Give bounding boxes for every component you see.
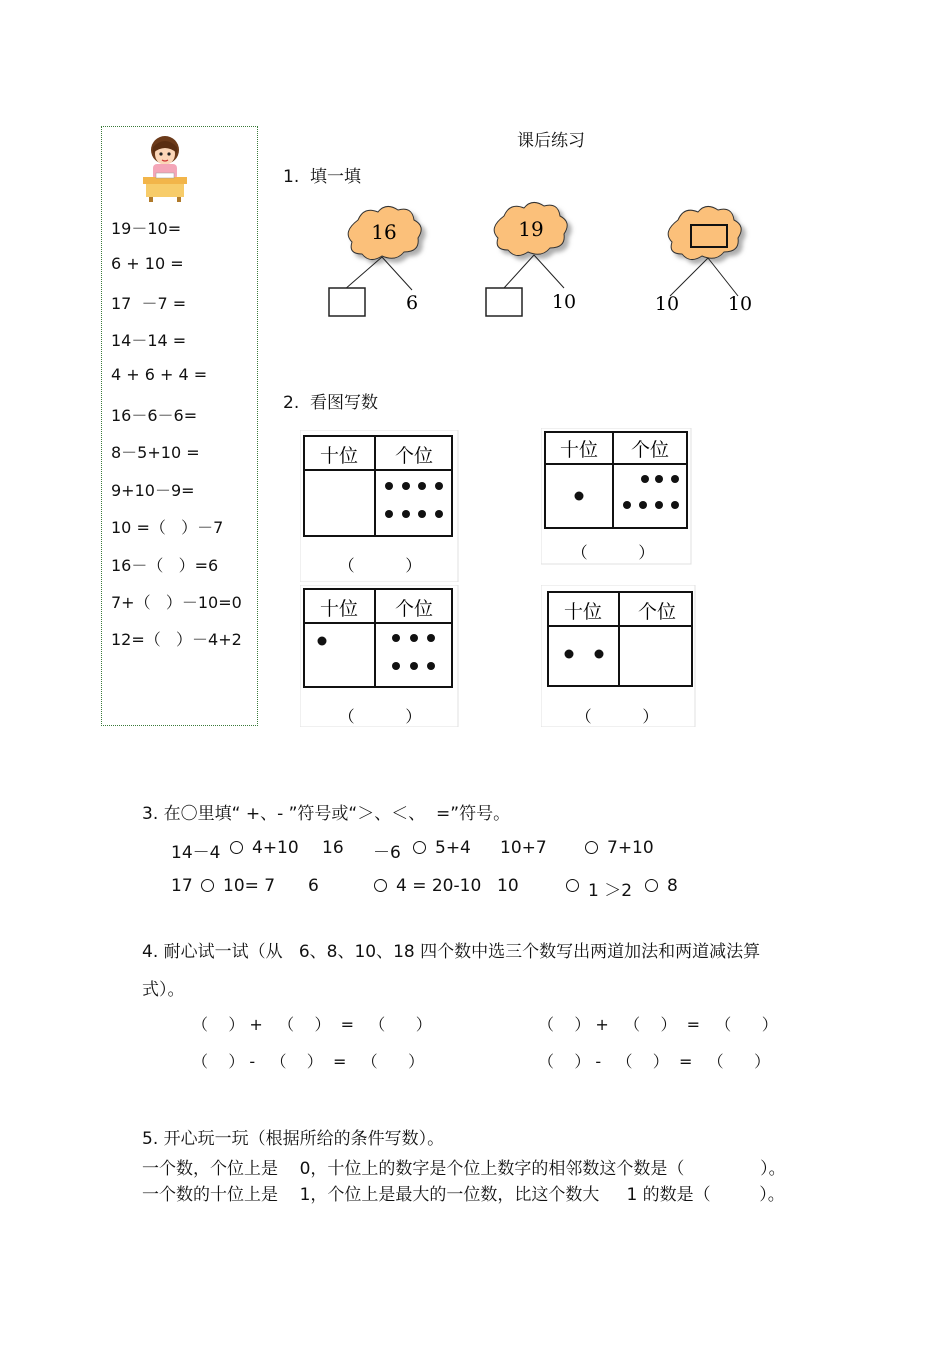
tens-dot [575, 492, 584, 501]
number-decomposition-trees [320, 200, 780, 325]
tree-2-right-number: 10 [551, 291, 577, 313]
expression: 4+10 [252, 838, 299, 858]
expression: 10 [497, 876, 519, 896]
sidebar-line: 17 －7 = [111, 294, 187, 313]
place-value-table-3 [300, 585, 460, 727]
place-value-table-4 [541, 585, 697, 727]
answer-parentheses[interactable]: （ ） [338, 556, 422, 575]
sidebar-line: 7+（ ）－10=0 [111, 593, 242, 612]
expression: －6 [373, 843, 401, 863]
addition-equation-2[interactable]: （ ） + （ ） = （ ） [538, 1015, 778, 1034]
sidebar-line: 9+10－9= [111, 481, 195, 500]
answer-circle[interactable] [645, 879, 658, 892]
tree-1-right-number: 6 [405, 292, 419, 314]
question-4-heading: 4. 耐心试一试（从 6、8、10、18 四个数中选三个数写出两道加法和两道减法算 [142, 942, 761, 962]
answer-circle[interactable] [201, 879, 214, 892]
answer-parentheses[interactable]: （ ） [571, 543, 655, 562]
sidebar-line: 12=（ ）－4+2 [111, 630, 242, 649]
place-value-table-2 [541, 428, 693, 566]
answer-circle[interactable] [585, 841, 598, 854]
place-value-table-1 [300, 430, 460, 582]
question-5-line-2[interactable]: 一个数的十位上是 1，个位上是最大的一位数，比这个数大 1 的数是（ ）。 [142, 1185, 785, 1205]
question-1-heading: 1. 填一填 [283, 167, 362, 187]
sidebar-line: 14－14 = [111, 331, 187, 350]
sidebar-line: 16－（ ）=6 [111, 556, 219, 575]
sidebar-line: 8－5+10 = [111, 443, 200, 462]
tens-dot [318, 637, 327, 646]
tree-1-answer-box[interactable] [329, 288, 365, 316]
expression: 6 [308, 876, 319, 896]
tree-3 [655, 206, 752, 315]
tree-1 [329, 206, 421, 316]
tens-label: 十位 [319, 445, 359, 467]
ones-label: 个位 [394, 598, 434, 620]
tree-2 [486, 202, 576, 316]
sidebar-line: 4 + 6 + 4 = [111, 365, 208, 384]
tree-2-answer-box[interactable] [486, 288, 522, 316]
question-5-heading: 5. 开心玩一玩（根据所给的条件写数）。 [142, 1129, 445, 1149]
ones-label: 个位 [394, 445, 434, 467]
expression: 8 [667, 876, 678, 896]
sidebar-line: 16－6－6= [111, 406, 198, 425]
sidebar-line: 6 + 10 = [111, 254, 184, 273]
answer-circle[interactable] [374, 879, 387, 892]
expression: 1 ＞2 [588, 881, 633, 901]
question-2-heading: 2. 看图写数 [283, 393, 379, 413]
expression: 10+7 [500, 838, 547, 858]
question-5-line-1[interactable]: 一个数，个位上是 0，十位上的数字是个位上数字的相邻数这个数是（ ）。 [142, 1159, 786, 1179]
tree-3-left-number: 10 [654, 293, 680, 315]
expression: 5+4 [435, 838, 471, 858]
tree-2-top-number: 19 [518, 217, 544, 241]
subtraction-equation-2[interactable]: （ ） - （ ） = （ ） [538, 1052, 771, 1071]
answer-circle[interactable] [230, 841, 243, 854]
sidebar-line: 19－10= [111, 219, 182, 238]
ones-label: 个位 [630, 439, 670, 461]
tens-label: 十位 [559, 439, 599, 461]
girl-at-desk-illustration [138, 133, 192, 203]
question-4-heading-continued: 式）。 [142, 980, 185, 1000]
sidebar-line: 10 =（ ）－7 [111, 518, 224, 537]
tens-label: 十位 [563, 601, 603, 623]
answer-parentheses[interactable]: （ ） [575, 707, 659, 726]
expression: 10= 7 [223, 876, 276, 896]
answer-circle[interactable] [566, 879, 579, 892]
subtraction-equation-1[interactable]: （ ） - （ ） = （ ） [192, 1052, 425, 1071]
tree-1-top-number: 16 [371, 220, 397, 244]
expression: 14－4 [171, 843, 221, 863]
tens-label: 十位 [319, 598, 359, 620]
tree-3-answer-box[interactable] [691, 225, 727, 247]
expression: 4 = 20-10 [396, 876, 482, 896]
page-title: 课后练习 [517, 131, 585, 151]
addition-equation-1[interactable]: （ ） + （ ） = （ ） [192, 1015, 432, 1034]
expression: 16 [322, 838, 344, 858]
answer-circle[interactable] [413, 841, 426, 854]
tree-3-right-number: 10 [727, 293, 753, 315]
question-3-heading: 3. 在〇里填“ +、- ”符号或“＞、＜、 =”符号。 [142, 804, 511, 824]
expression: 7+10 [607, 838, 654, 858]
expression: 17 [171, 876, 193, 896]
ones-label: 个位 [637, 601, 677, 623]
answer-parentheses[interactable]: （ ） [338, 707, 422, 726]
